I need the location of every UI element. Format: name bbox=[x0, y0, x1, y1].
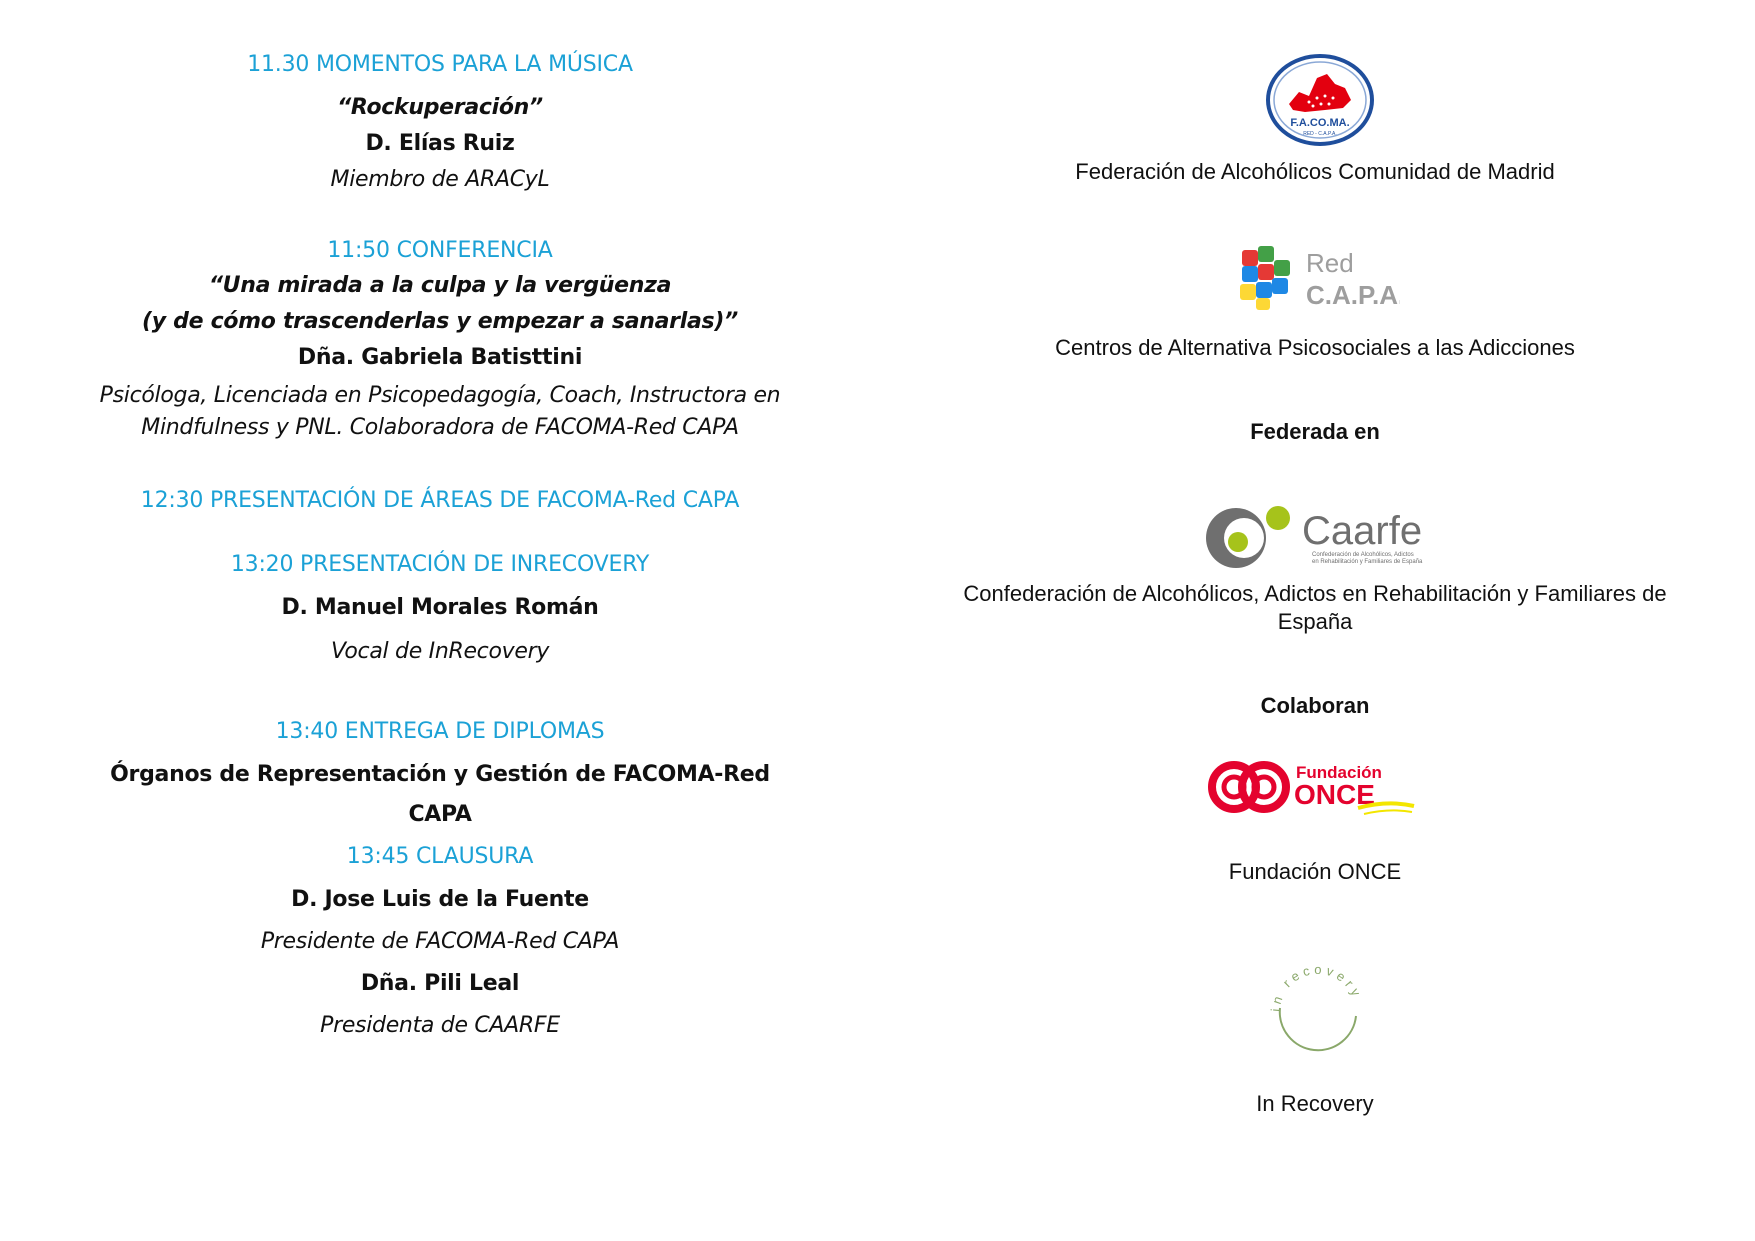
program-section-clausura bbox=[90, 842, 790, 1046]
section-heading: 13:45 CLAUSURA bbox=[346, 844, 534, 869]
section-heading: 13:40 ENTREGA DE DIPLOMAS bbox=[275, 719, 605, 744]
session-title: “Rockuperación” bbox=[337, 95, 543, 120]
inrecovery-logo bbox=[1258, 956, 1378, 1066]
caarfe-logo-subtext-2: en Rehabilitación y Familiares de España bbox=[1312, 559, 1423, 565]
section-heading: 11.30 MOMENTOS PARA LA MÚSICA bbox=[247, 52, 633, 77]
speaker-name: D. Jose Luis de la Fuente bbox=[291, 887, 589, 912]
speaker-role: Presidenta de CAARFE bbox=[320, 1013, 560, 1038]
section-heading: 12:30 PRESENTACIÓN DE ÁREAS DE FACOMA-Red CAPA bbox=[140, 488, 740, 513]
once-logo-text-1: Fundación bbox=[1296, 763, 1382, 782]
once-caption: Fundación ONCE bbox=[1228, 859, 1402, 884]
recipient-name: Órganos de Representación y Gestión de FACOMA-Red CAPA bbox=[110, 762, 770, 827]
speaker-name: Dña. Gabriela Batisttini bbox=[297, 345, 583, 370]
speaker-name: D. Manuel Morales Román bbox=[281, 595, 599, 620]
program-section-musica bbox=[90, 50, 790, 200]
program-section-areas bbox=[90, 486, 790, 516]
caarfe-logo-text: Caarfe bbox=[1302, 509, 1423, 553]
caarfe-logo bbox=[1202, 504, 1432, 570]
session-title-line: “Una mirada a la culpa y la vergüenza bbox=[208, 273, 672, 298]
svg-text:in recovery bbox=[1268, 962, 1366, 1013]
inrecovery-logo-text: in recovery bbox=[1267, 961, 1366, 1013]
facoma-caption: Federación de Alcohólicos Comunidad de Madrid bbox=[1075, 159, 1555, 184]
program-section-inrecovery bbox=[90, 550, 790, 672]
speaker-role: Miembro de ARACyL bbox=[330, 167, 550, 192]
speaker-name: D. Elías Ruiz bbox=[365, 131, 515, 156]
program-section-conferencia bbox=[90, 236, 790, 444]
redcapa-logo bbox=[1236, 242, 1400, 322]
colaboran-label: Colaboran bbox=[1260, 693, 1370, 718]
once-logo-text-2: ONCE bbox=[1294, 779, 1375, 810]
federada-label: Federada en bbox=[1250, 419, 1380, 444]
speaker-role: Presidente de FACOMA-Red CAPA bbox=[260, 929, 620, 954]
redcapa-logo-text-2: C.A.P.A. bbox=[1306, 280, 1400, 310]
session-title-line: (y de cómo trascenderlas y empezar a sanarlas)” bbox=[142, 309, 738, 334]
speaker-role-line: Psicóloga, Licenciada en Psicopedagogía, Coach, Instructora en bbox=[99, 383, 781, 408]
once-logo bbox=[1208, 752, 1418, 822]
inrecovery-caption: In Recovery bbox=[1256, 1091, 1374, 1116]
section-heading: 13:20 PRESENTACIÓN DE INRECOVERY bbox=[230, 552, 650, 577]
caarfe-caption-line: Confederación de Alcohólicos, Adictos en Rehabilitación y Familiares de bbox=[963, 581, 1667, 606]
program-section-diplomas bbox=[90, 717, 790, 835]
speaker-role-line: Mindfulness y PNL. Colaboradora de FACOMA-Red CAPA bbox=[141, 415, 739, 440]
speaker-name: Dña. Pili Leal bbox=[360, 971, 520, 996]
facoma-logo-text: F.A.CO.MA. bbox=[1290, 117, 1350, 129]
speaker-role: Vocal de InRecovery bbox=[330, 639, 550, 664]
facoma-logo bbox=[1265, 52, 1375, 148]
caarfe-caption-line: España bbox=[1277, 609, 1353, 634]
caarfe-logo-subtext-1: Confederación de Alcohólicos, Adictos bbox=[1312, 552, 1414, 558]
facoma-logo-subtext: RED - C.A.P.A. bbox=[1303, 131, 1337, 137]
section-heading: 11:50 CONFERENCIA bbox=[327, 238, 553, 263]
redcapa-logo-text-1: Red bbox=[1306, 248, 1354, 278]
redcapa-caption: Centros de Alternativa Psicosociales a las Adicciones bbox=[1055, 335, 1575, 360]
